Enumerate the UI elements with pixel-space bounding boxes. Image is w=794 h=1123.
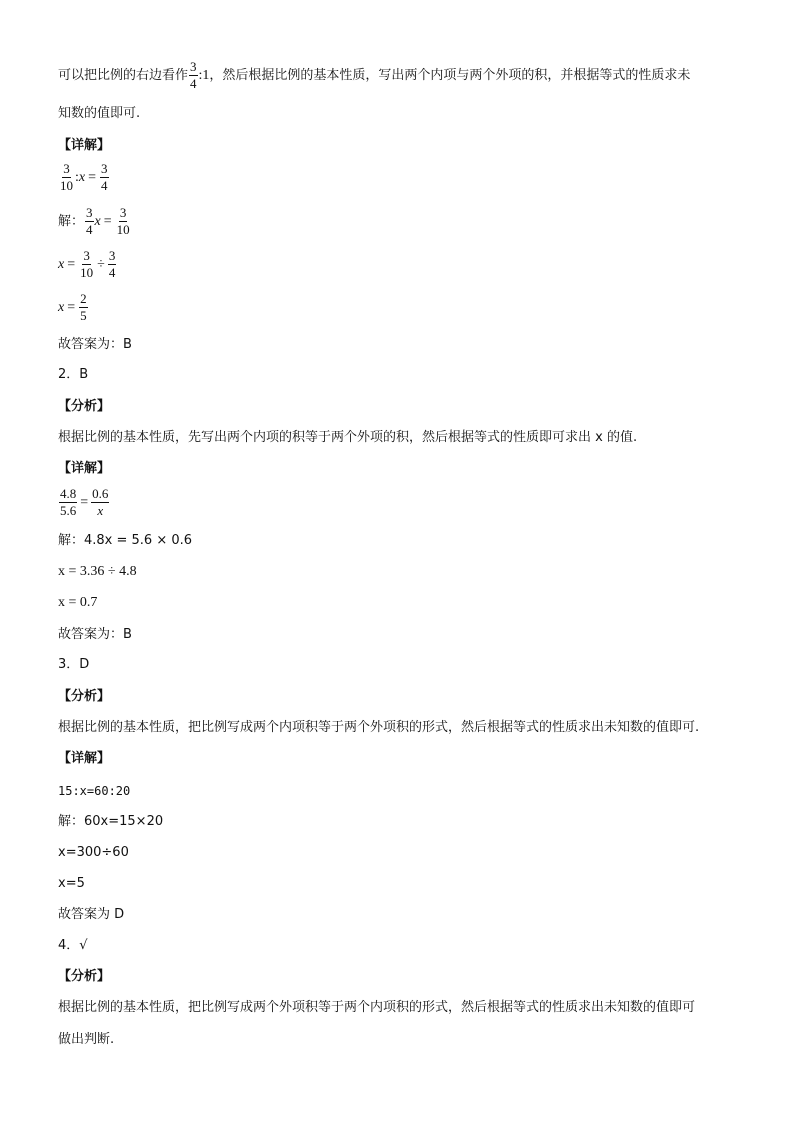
fraction-numerator: 3 bbox=[86, 205, 93, 220]
q1-equation-4 bbox=[58, 292, 89, 323]
intro-line-1 bbox=[58, 60, 690, 91]
fraction bbox=[85, 206, 94, 237]
q1-answer: 故答案为：B bbox=[58, 337, 132, 352]
q2-detail-heading: 【详解】 bbox=[58, 461, 111, 476]
ratio-colon: : bbox=[75, 169, 79, 185]
q2-analysis: 根据比例的基本性质，先写出两个内项的积等于两个外项的积，然后根据等式的性质即可求出 x 的值. bbox=[58, 430, 638, 445]
q2-answer: 故答案为：B bbox=[58, 627, 132, 642]
fraction-denominator: x bbox=[97, 503, 104, 518]
ratio-suffix: :1 bbox=[198, 67, 210, 83]
q4-analysis-heading: 【分析】 bbox=[58, 969, 111, 984]
fraction-denominator: 4 bbox=[190, 76, 197, 91]
fraction bbox=[116, 206, 131, 237]
q3-analysis: 根据比例的基本性质，把比例写成两个内项积等于两个外项积的形式，然后根据等式的性质求出未知数的值即可. bbox=[58, 720, 700, 735]
fraction-denominator: 10 bbox=[60, 178, 73, 193]
divide-sign: ÷ bbox=[97, 256, 105, 272]
q4-analysis-line-1: 根据比例的基本性质，把比例写成两个外项积等于两个内项积的形式，然后根据等式的性质求出未知数的值即可 bbox=[58, 1000, 696, 1015]
variable: x bbox=[78, 169, 86, 185]
intro-text-post: ，然后根据比例的基本性质，写出两个内项与两个外项的积，并根据等式的性质求未 bbox=[209, 67, 691, 83]
intro-line-2: 知数的值即可. bbox=[58, 106, 141, 121]
equals-sign: = bbox=[67, 256, 76, 272]
fraction bbox=[79, 292, 88, 323]
fraction bbox=[59, 162, 74, 193]
q4-analysis-line-2: 做出判断. bbox=[58, 1032, 115, 1047]
fraction bbox=[91, 487, 109, 518]
intro-text-pre: 可以把比例的右边看作 bbox=[58, 67, 189, 83]
q3-equation-2: 解：60x=15×20 bbox=[58, 814, 164, 829]
q3-number: 3．D bbox=[58, 657, 90, 672]
q3-equation-3: x=300÷60 bbox=[58, 845, 129, 860]
fraction-denominator: 10 bbox=[80, 265, 94, 280]
fraction-denominator: 4 bbox=[86, 222, 93, 237]
q1-detail-heading: 【详解】 bbox=[58, 138, 111, 153]
equals-sign: = bbox=[103, 213, 112, 229]
q1-equation-1 bbox=[58, 162, 110, 193]
fraction-numerator: 2 bbox=[80, 291, 87, 306]
fraction-numerator: 3 bbox=[119, 205, 127, 220]
solution-label: 解： bbox=[58, 213, 85, 229]
fraction-numerator: 4.8 bbox=[60, 486, 77, 501]
fraction-denominator: 4 bbox=[101, 178, 108, 193]
fraction-numerator: 3 bbox=[190, 59, 197, 74]
equals-sign: = bbox=[67, 299, 76, 315]
q2-equation-3: x = 3.36 ÷ 4.8 bbox=[58, 564, 137, 579]
q3-equation-1: 15:x=60:20 bbox=[58, 784, 131, 798]
fraction-denominator: 4 bbox=[108, 265, 116, 280]
fraction-numerator: 3 bbox=[108, 248, 116, 263]
q3-detail-heading: 【详解】 bbox=[58, 751, 111, 766]
fraction-numerator: 0.6 bbox=[92, 486, 109, 501]
fraction bbox=[59, 487, 77, 518]
equals-sign: = bbox=[80, 494, 89, 510]
fraction-denominator: 10 bbox=[116, 222, 130, 237]
intro-fraction bbox=[189, 60, 198, 91]
fraction bbox=[100, 162, 109, 193]
fraction-numerator: 3 bbox=[63, 161, 70, 176]
q3-equation-4: x=5 bbox=[58, 876, 85, 891]
q3-analysis-heading: 【分析】 bbox=[58, 689, 111, 704]
q4-number: 4．√ bbox=[58, 938, 88, 953]
fraction-denominator: 5 bbox=[80, 308, 87, 323]
q2-equation-1 bbox=[58, 487, 110, 518]
q1-equation-2 bbox=[58, 206, 132, 237]
fraction bbox=[79, 249, 94, 280]
variable: x bbox=[94, 213, 101, 229]
fraction bbox=[108, 249, 117, 280]
q2-number: 2．B bbox=[58, 367, 89, 382]
fraction-numerator: 3 bbox=[83, 248, 90, 263]
q2-equation-4: x = 0.7 bbox=[58, 595, 98, 610]
q2-equation-2: 解：4.8x = 5.6 × 0.6 bbox=[58, 533, 193, 548]
q1-equation-3 bbox=[58, 249, 117, 280]
fraction-numerator: 3 bbox=[101, 161, 108, 176]
q3-answer: 故答案为 D bbox=[58, 907, 125, 922]
equals-sign: = bbox=[88, 169, 97, 185]
fraction-denominator: 5.6 bbox=[60, 503, 77, 518]
variable: x bbox=[58, 256, 65, 272]
q2-analysis-heading: 【分析】 bbox=[58, 399, 111, 414]
variable: x bbox=[58, 299, 65, 315]
